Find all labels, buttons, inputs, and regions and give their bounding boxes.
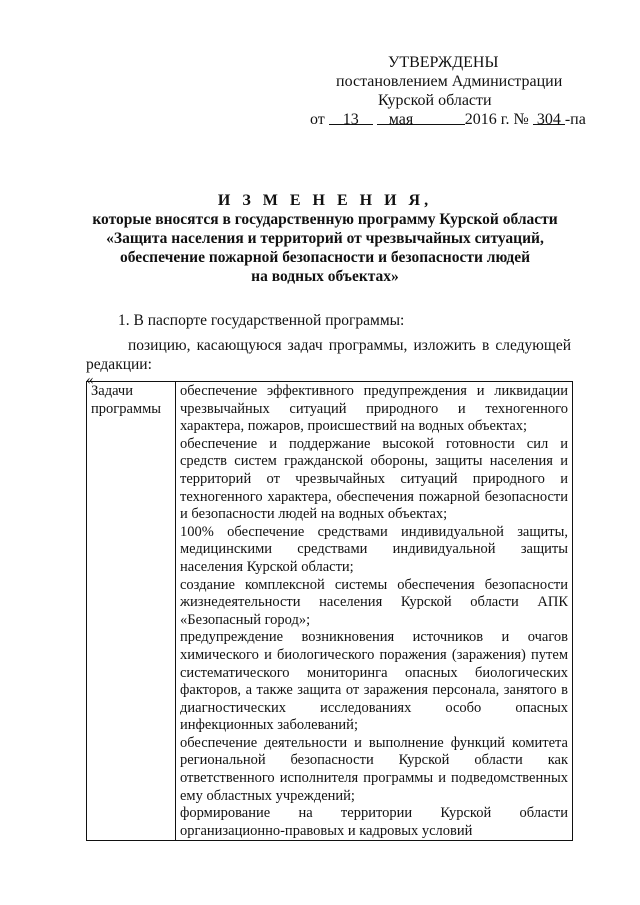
approval-stamp [310,53,610,129]
decree-number: 304 [536,111,561,128]
decree-suffix: -па [564,111,586,128]
title-line-2: которые вносятся в государственную программу Курской области [92,211,558,228]
date-month-field [377,110,465,128]
date-prefix: от [310,111,325,128]
approval-heading: УТВЕРЖДЕНЫ [388,54,499,71]
open-quote: « [86,372,94,388]
task-item: 100% обеспечение средствами индивидуальной защиты, медицинскими средствами индивидуальной защиты населения Курской области; [180,523,568,575]
date-day: 13 [342,111,359,128]
task-item: формирование на территории Курской области организационно-правовых и кадровых условий [180,805,568,839]
title-changes: И З М Е Н Е Н И Я, [217,192,433,209]
decree-number-field [533,110,565,128]
approval-date-line [310,110,610,129]
approval-decree: постановлением Администрации [336,73,563,90]
approval-region: Курской области [378,92,492,109]
date-month: мая [388,111,414,128]
title-line-4: обеспечение пожарной безопасности и безопасности людей [119,249,531,266]
tasks-table [86,381,573,841]
task-item: обеспечение деятельности и выполнение функций комитета региональной безопасности Курской области как ответственного исполнителя программы и подведомственных ему областных учреждений; [180,734,568,804]
task-item: обеспечение эффективного предупреждения и ликвидации чрезвычайных ситуаций природного и техногенного характера, пожаров, происшествий на водных объектах; [180,383,568,435]
title-line-3: «Защита населения и территорий от чрезвычайных ситуаций, [106,230,544,247]
tasks-content-cell [176,382,573,841]
paragraph-1: 1. В паспорте государственной программы: [118,312,405,329]
paragraph-2: позицию, касающуюся задач программы, изложить в следующей редакции: [86,337,571,373]
tasks-label-cell: Задачи программы [87,382,176,841]
task-item: предупреждение возникновения источников и очагов химического и биологического поражения (заражения) путем систематического мониторинга опасных биологических факторов, а также защита от заражения персонала, занятого в диагностических исследованиях особо опасных инфекционных заболеваний; [180,629,568,734]
title-line-5: на водных объектах» [251,268,399,285]
table-row [87,382,573,841]
task-item: обеспечение и поддержание высокой готовности сил и средств систем гражданской обороны, защиты населения и территорий от чрезвычайных ситуаций природного и техногенного характера, обеспечения пожарной безопасности и безопасности людей на водных объектах; [180,435,568,523]
date-day-field [329,110,373,128]
document-title [70,191,580,286]
date-year: 2016 г. № [464,111,529,128]
task-item: создание комплексной системы обеспечения безопасности жизнедеятельности населения Курской области АПК «Безопасный город»; [180,576,568,628]
